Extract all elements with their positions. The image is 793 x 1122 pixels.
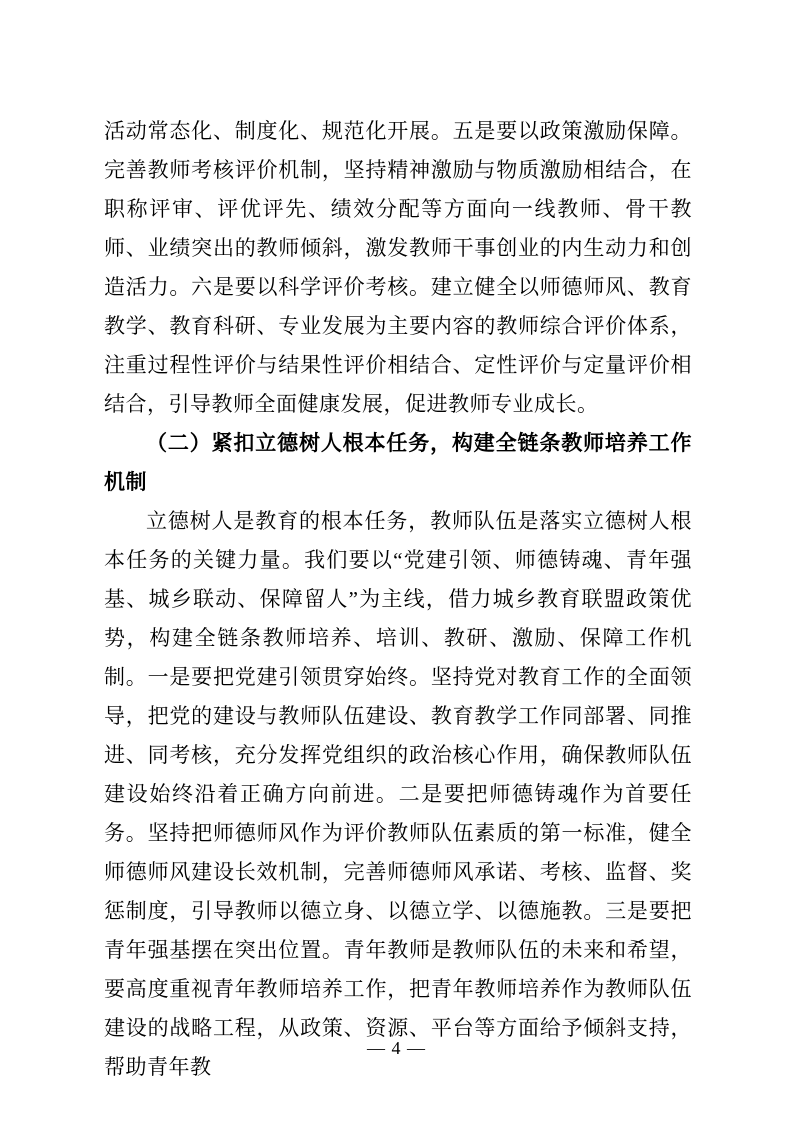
paragraph-body: 立德树人是教育的根本任务，教师队伍是落实立德树人根本任务的关键力量。我们要以“党建引领、师德铸魂、青年强基、城乡联动、保障留人”为主线，借力城乡教育联盟政策优势，构建全链条教师培养、培训、教研、激励、保障工作机制。一是要把党建引领贯穿始终。坚持党对教育工作的全面领导，把党的建设与教师队伍建设、教育教学工作同部署、同推进、同考核，充分发挥党组织的政治核心作用，确保教师队伍建设始终沿着正确方向前进。二是要把师德铸魂作为首要任务。坚持把师德师风作为评价教师队伍素质的第一标准，健全师德师风建设长效机制，完善师德师风承诺、考核、监督、奖惩制度，引导教师以德立身、以德立学、以德施教。三是要把青年强基摆在突出位置。青年教师是教师队伍的未来和希望，要高度重视青年教师培养工作，把青年教师培养作为教师队伍建设的战略工程，从政策、资源、平台等方面给予倾斜支持，帮助青年教 [104,509,692,1079]
document-body [104,112,692,1087]
section-heading: （二）紧扣立德树人根本任务，构建全链条教师培养工作机制 [104,431,692,494]
paragraph-continued: 活动常态化、制度化、规范化开展。五是要以政策激励保障。完善教师考核评价机制，坚持精神激励与物质激励相结合，在职称评审、评优评先、绩效分配等方面向一线教师、骨干教师、业绩突出的教师倾斜，激发教师干事创业的内生动力和创造活力。六是要以科学评价考核。建立健全以师德师风、教育教学、教育科研、专业发展为主要内容的教师综合评价体系，注重过程性评价与结果性评价相结合、定性评价与定量评价相结合，引导教师全面健康发展，促进教师专业成长。 [104,119,692,416]
page-number: — 4 — [367,1038,426,1058]
